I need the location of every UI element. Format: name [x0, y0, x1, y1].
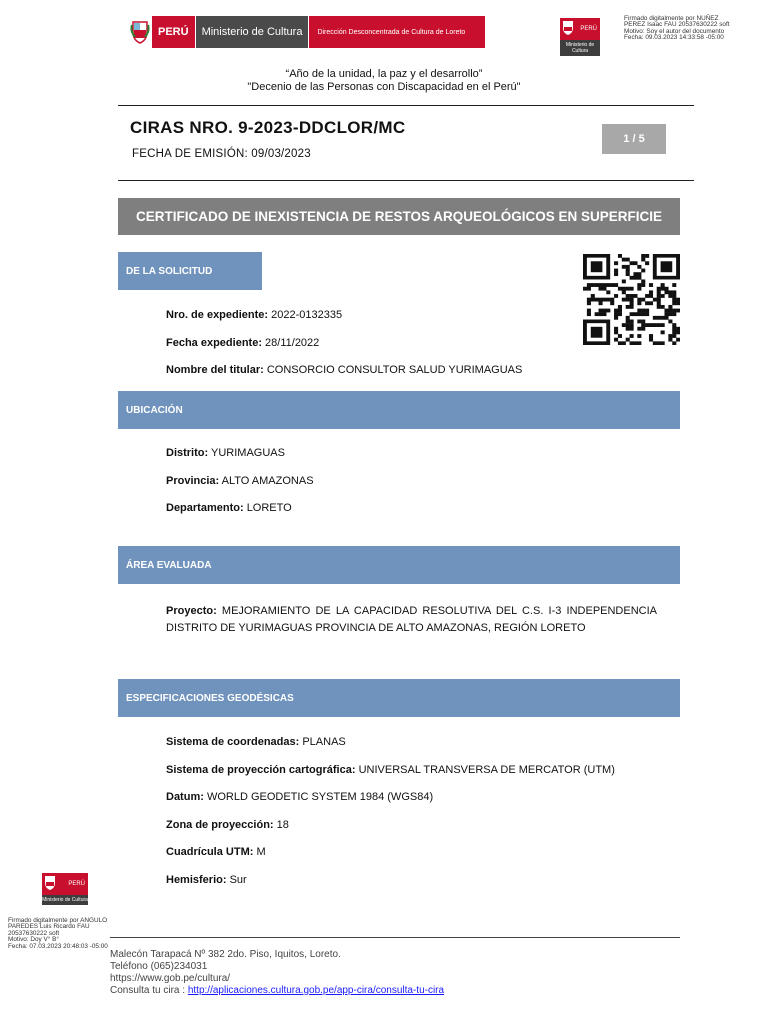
qr-code[interactable] — [583, 254, 680, 345]
qr-code-icon — [583, 254, 680, 345]
footer-consulta — [110, 985, 444, 996]
ministry-logo — [128, 16, 485, 48]
proyecto-value: MEJORAMIENTO DE LA CAPACIDAD RESOLUTIVA DEL C.S. I-3 INDEPENDENCIA DISTRITO DE YURIMAGUAS PROVINCIA DE ALTO AMAZONAS, REGIÓN LORETO — [166, 605, 657, 634]
hemisferio-row — [166, 874, 247, 886]
expediente-value: 2022-0132335 — [271, 309, 343, 321]
coat-of-arms-icon — [44, 875, 56, 893]
consulta-link[interactable]: http://aplicaciones.cultura.gob.pe/app-cira/consulta-tu-cira — [187, 985, 445, 996]
seal-ministry-label: Ministerio de Cultura — [42, 897, 88, 903]
zona-label: Zona de proyección: — [166, 819, 274, 831]
distrito-row — [166, 447, 285, 459]
coat-of-arms-icon — [562, 20, 574, 38]
seal-ministry-label: Ministerio de Cultura — [560, 40, 600, 56]
digital-signature-seal-bottom — [42, 873, 88, 905]
footer-divider — [110, 937, 680, 938]
section-heading-geodesicas: ESPECIFICACIONES GEODÉSICAS — [118, 679, 680, 717]
expediente-row — [166, 309, 342, 321]
departamento-value: LORETO — [246, 502, 292, 514]
signature-text-top: Firmado digitalmente por NUÑEZ PEREZ Isaac FAU 20537630222 soft Motivo: Soy el autor del documento Fecha: 09.03.2023 14:33:58 -05:00 — [624, 15, 730, 42]
top-divider — [118, 105, 694, 106]
fecha-expediente-row — [166, 337, 319, 349]
hemisferio-label: Hemisferio: — [166, 874, 227, 886]
fecha-expediente-value: 28/11/2022 — [265, 337, 320, 349]
certificate-title: CERTIFICADO DE INEXISTENCIA DE RESTOS ARQUEOLÓGICOS EN SUPERFICIE — [118, 198, 680, 235]
fecha-expediente-label: Fecha expediente: — [166, 337, 262, 349]
cuadricula-row — [166, 846, 266, 858]
distrito-value: YURIMAGUAS — [211, 447, 285, 459]
footer-web: https://www.gob.pe/cultura/ — [110, 973, 231, 984]
proyecto-label: Proyecto: — [166, 605, 217, 617]
titular-label: Nombre del titular: — [166, 364, 264, 376]
section-heading-ubicacion: UBICACIÓN — [118, 391, 680, 429]
motto-line-1: “Año de la unidad, la paz y el desarrollo” — [285, 68, 483, 80]
consulta-label: Consulta tu cira : — [110, 985, 186, 996]
title-divider — [118, 180, 694, 181]
cuadricula-label: Cuadrícula UTM: — [166, 846, 254, 858]
expediente-label: Nro. de expediente: — [166, 309, 269, 321]
emission-date: FECHA DE EMISIÓN: 09/03/2023 — [132, 148, 311, 160]
departamento-label: Departamento: — [166, 502, 244, 514]
proyeccion-row — [166, 764, 615, 776]
zona-row — [166, 819, 289, 831]
zona-value: 18 — [276, 819, 289, 831]
titular-row — [166, 364, 522, 376]
datum-label: Datum: — [166, 791, 204, 803]
sistema-coordenadas-value: PLANAS — [302, 736, 346, 748]
provincia-row — [166, 475, 314, 487]
proyeccion-value: UNIVERSAL TRANSVERSA DE MERCATOR (UTM) — [358, 764, 615, 776]
peru-label: PERÚ — [152, 16, 195, 48]
provincia-value: ALTO AMAZONAS — [221, 475, 314, 487]
proyeccion-label: Sistema de proyección cartográfica: — [166, 764, 356, 776]
ministry-label: Ministerio de Cultura — [195, 16, 309, 48]
page-indicator: 1 / 5 — [602, 124, 666, 154]
datum-row — [166, 791, 433, 803]
section-heading-area: ÁREA EVALUADA — [118, 546, 680, 584]
sistema-coordenadas-label: Sistema de coordenadas: — [166, 736, 300, 748]
datum-value: WORLD GEODETIC SYSTEM 1984 (WGS84) — [206, 791, 434, 803]
cuadricula-value: M — [256, 846, 266, 858]
directorate-label: Dirección Desconcentrada de Cultura de Loreto — [308, 16, 485, 48]
hemisferio-value: Sur — [229, 874, 247, 886]
signature-text-bottom: Firmado digitalmente por ANGULO PAREDES Luis Ricardo FAU 20537630222 soft Motivo: Doy V° B° Fecha: 07.03.2023 20:48:03 -05:00 — [8, 917, 108, 950]
sistema-coordenadas-row — [166, 736, 346, 748]
seal-peru-label: PERÚ — [580, 26, 597, 32]
titular-value: CONSORCIO CONSULTOR SALUD YURIMAGUAS — [266, 364, 523, 376]
section-heading-solicitud: DE LA SOLICITUD — [118, 252, 262, 290]
digital-signature-seal-top — [560, 18, 600, 56]
departamento-row — [166, 502, 292, 514]
peru-coat-of-arms-icon — [128, 16, 152, 48]
provincia-label: Provincia: — [166, 475, 220, 487]
distrito-label: Distrito: — [166, 447, 209, 459]
footer-phone: Teléfono (065)234031 — [110, 961, 208, 972]
seal-peru-label: PERÚ — [68, 881, 85, 887]
proyecto-row — [166, 603, 657, 637]
document-number: CIRAS NRO. 9-2023-DDCLOR/MC — [130, 118, 406, 137]
motto-line-2: "Decenio de las Personas con Discapacidad en el Perú" — [247, 81, 521, 93]
footer-address: Malecón Tarapacá Nº 382 2do. Piso, Iquitos, Loreto. — [110, 949, 341, 960]
